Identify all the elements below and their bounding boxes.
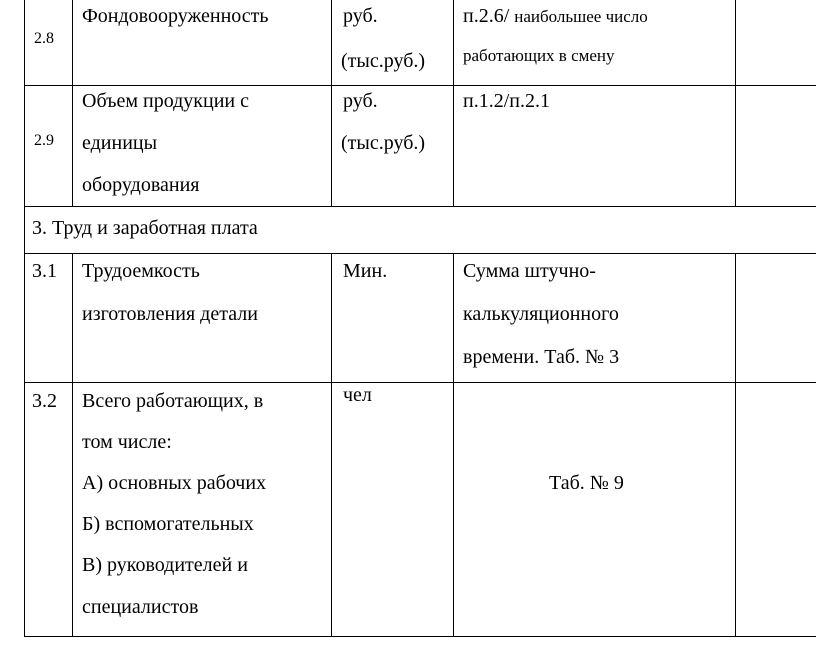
row-2.8-number: 2.8 xyxy=(34,30,54,47)
row-2.8-method-line2 xyxy=(463,34,615,77)
row-3.1-number: 3.1 xyxy=(32,260,57,282)
row-2.9-name-line3: оборудования xyxy=(82,174,200,196)
col-border-num xyxy=(72,253,73,637)
row-3.2-unit: чел xyxy=(343,384,372,406)
row-3.2-name-line5: В) руководителей и xyxy=(82,554,248,576)
row-2.9-unit-line2: (тыс.руб.) xyxy=(341,132,426,154)
col-border-num xyxy=(72,0,73,207)
row-3.2-name-line3: А) основных рабочих xyxy=(82,472,267,494)
row-3.2-name-line6: специалистов xyxy=(82,596,199,618)
row-3.2-method: Таб. № 9 xyxy=(549,472,624,494)
row-2.8-method-text: наибольшее число xyxy=(514,7,648,26)
table-bottom-border xyxy=(24,636,816,637)
row-2.9-number: 2.9 xyxy=(34,132,54,149)
row-2.8-method-ref: п.2.6/ xyxy=(463,5,510,27)
row-2.9-method: п.1.2/п.2.1 xyxy=(463,90,550,112)
row-2.8-method-line1 xyxy=(463,0,648,38)
row-2.8-name: Фондовооруженность xyxy=(82,5,269,27)
col-border-method xyxy=(735,253,736,637)
row-3.1-name-line1: Трудоемкость xyxy=(82,260,200,282)
col-border-name xyxy=(331,0,332,207)
col-border-unit xyxy=(453,253,454,637)
row-3.2-name-line2: том числе: xyxy=(82,431,172,453)
row-2.9-name-line2: единицы xyxy=(82,132,158,154)
table-left-border xyxy=(24,0,25,637)
row-3.2-name-line4: Б) вспомогательных xyxy=(82,513,254,535)
col-border-unit xyxy=(453,0,454,207)
row-2.8-unit-line2: (тыс.руб.) xyxy=(341,50,426,72)
row-3.1-method-line2: калькуляционного xyxy=(463,303,619,325)
row-3.1-name-line2: изготовления детали xyxy=(82,303,258,325)
row-2.9-name-line1: Объем продукции с xyxy=(82,90,250,112)
row-3.2-name-line1: Всего работающих, в xyxy=(82,390,264,412)
col-border-method xyxy=(735,0,736,207)
section-3-title: 3. Труд и заработная плата xyxy=(32,217,258,239)
col-border-name xyxy=(331,253,332,637)
row-2.8-method-text2: работающих в смену xyxy=(463,46,615,65)
row-3.1-method-line1: Сумма штучно- xyxy=(463,260,596,282)
row-2.9-unit-line1: руб. xyxy=(343,90,378,112)
row-3.1-unit: Мин. xyxy=(343,260,388,282)
row-3.2-number: 3.2 xyxy=(32,390,57,412)
row-2.8-unit-line1: руб. xyxy=(343,5,378,27)
row-3.1-method-line3: времени. Таб. № 3 xyxy=(463,346,620,368)
